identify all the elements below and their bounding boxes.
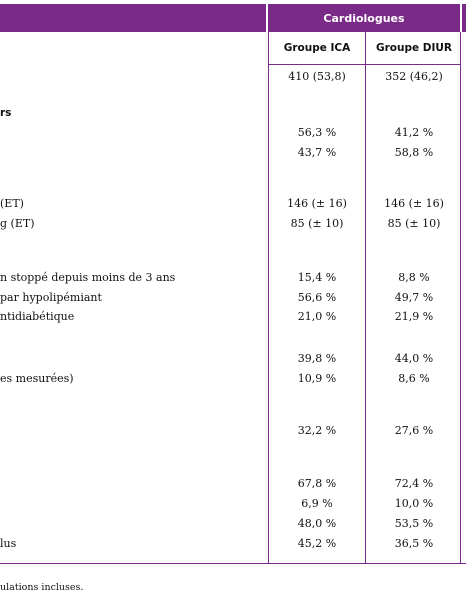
table-cell-diur: 72,4 %: [394, 477, 434, 490]
table-cell-ica: 15,4 %: [297, 271, 337, 284]
header-separator-right: [460, 4, 462, 32]
table-footnote: ulations incluses.: [0, 582, 84, 593]
table-cell-ica: 39,8 %: [297, 352, 337, 365]
table-cell-ica: 56,6 %: [297, 291, 337, 304]
row-label: lus: [0, 537, 17, 550]
row-label: es mesurées): [0, 372, 74, 385]
table-cell-diur: 21,9 %: [394, 310, 434, 323]
table-cell-diur: 53,5 %: [394, 517, 434, 530]
row-label: ntidiabétique: [0, 310, 75, 323]
table-cell-diur: 27,6 %: [394, 424, 434, 437]
table-cell-diur: 44,0 %: [394, 352, 434, 365]
table-cell-diur: 85 (± 10): [387, 217, 441, 230]
table-bottom-rule: [0, 563, 466, 564]
table-cell-ica: 48,0 %: [297, 517, 337, 530]
row-label: rs: [0, 107, 12, 119]
table-cell-diur: 49,7 %: [394, 291, 434, 304]
table-cell-ica: 410 (53,8): [288, 70, 346, 83]
row-label: par hypolipémiant: [0, 291, 102, 304]
table-cell-ica: 6,9 %: [301, 497, 333, 510]
column-header-diur: Groupe DIUR: [375, 42, 452, 54]
table-cell-ica: 56,3 %: [297, 126, 337, 139]
table-cell-diur: 8,8 %: [398, 271, 430, 284]
table-cell-diur: 146 (± 16): [384, 197, 444, 210]
row-label: g (ET): [0, 217, 35, 230]
table-cell-diur: 8,6 %: [398, 372, 430, 385]
table-cell-diur: 10,0 %: [394, 497, 434, 510]
table-cell-diur: 41,2 %: [394, 126, 434, 139]
header-bottom-rule: [268, 64, 461, 65]
table-cell-diur: 36,5 %: [394, 537, 434, 550]
table-cell-ica: 146 (± 16): [287, 197, 347, 210]
table-cell-ica: 32,2 %: [297, 424, 337, 437]
table-cell-diur: 58,8 %: [394, 146, 434, 159]
table-cell-ica: 43,7 %: [297, 146, 337, 159]
column-header-ica: Groupe ICA: [283, 42, 351, 54]
row-label: n stoppé depuis moins de 3 ans: [0, 271, 176, 284]
table-cell-ica: 10,9 %: [297, 372, 337, 385]
header-separator-left: [266, 4, 268, 32]
table-cell-ica: 45,2 %: [297, 537, 337, 550]
row-label: (ET): [0, 197, 24, 210]
table-cell-ica: 21,0 %: [297, 310, 337, 323]
column-group-title: Cardiologues: [323, 11, 405, 25]
table-cell-ica: 67,8 %: [297, 477, 337, 490]
table-cell-ica: 85 (± 10): [290, 217, 344, 230]
table-cell-diur: 352 (46,2): [385, 70, 443, 83]
